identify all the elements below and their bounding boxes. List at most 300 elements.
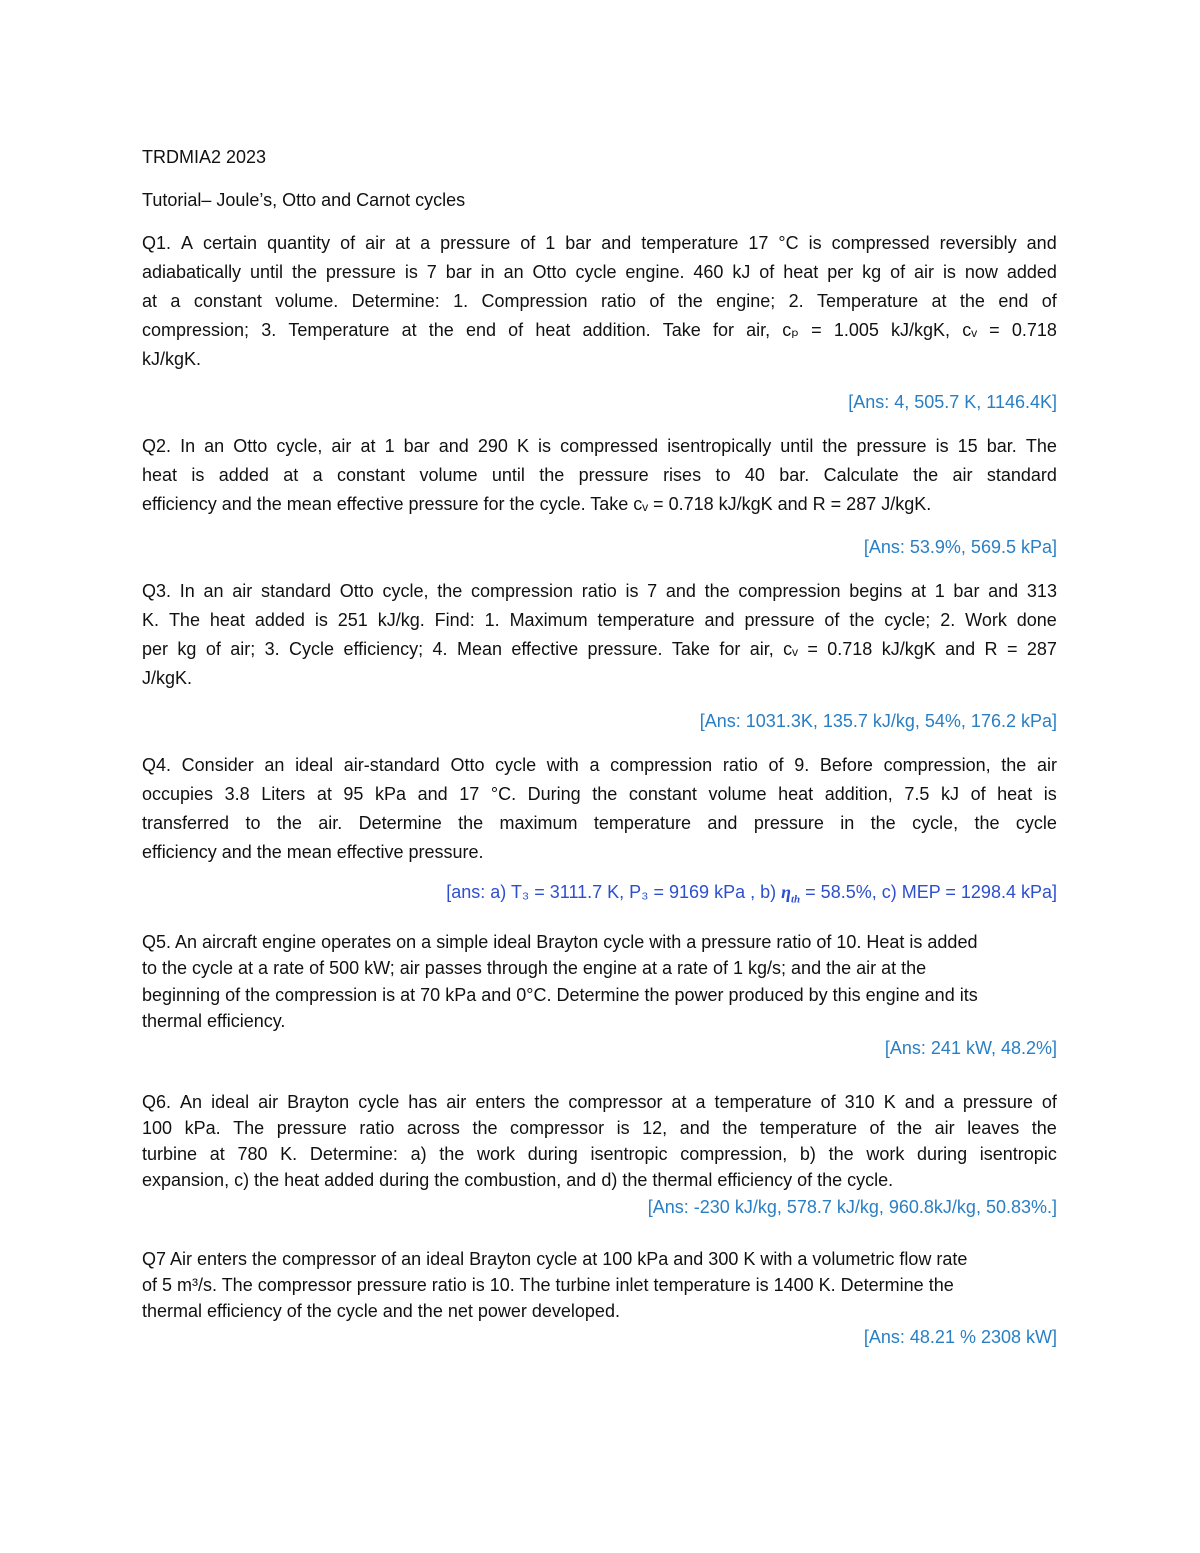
word: constant [337, 465, 406, 485]
word: at [142, 291, 158, 311]
answer-q4 [446, 880, 1057, 912]
question-line: to the cycle at a rate of 500 kW; air passes through the engine at a rate of 1 kg/s; and the air at the [142, 958, 927, 978]
word: volume [419, 465, 478, 485]
question-line [142, 1116, 1057, 1140]
question-line [142, 579, 1057, 603]
word: Otto [233, 436, 268, 456]
word: 313 [1026, 581, 1057, 601]
question-line [142, 608, 1057, 632]
word: ideal [295, 755, 334, 775]
word: air [258, 1092, 279, 1112]
word: ratio [600, 291, 636, 311]
answer-q4-part-b: = 58.5%, c) MEP = 1298.4 kPa] [800, 882, 1057, 902]
word: the [437, 581, 463, 601]
word: bar [953, 581, 980, 601]
word: compressed [831, 233, 930, 253]
word: end [998, 291, 1029, 311]
word: 1 [545, 233, 556, 253]
word: maximum [499, 813, 578, 833]
word: volume. [275, 291, 339, 311]
word: Determine: [309, 1144, 398, 1164]
word: kJ [940, 784, 959, 804]
question-line: Q5. An aircraft engine operates on a simple ideal Brayton cycle with a pressure ratio of 10. Heat is added [142, 932, 978, 952]
word: engine; [716, 291, 776, 311]
word: the [974, 813, 1000, 833]
word: added [254, 610, 305, 630]
word: cₚ [782, 320, 799, 340]
question-line [142, 289, 1057, 313]
word: of [820, 1092, 836, 1112]
question-line [142, 637, 1057, 661]
word: heat [209, 610, 245, 630]
word: Calculate [823, 465, 899, 485]
word: compressor [510, 1118, 605, 1138]
word: cᵥ [962, 320, 978, 340]
word: until [780, 436, 814, 456]
word: 1 [384, 436, 395, 456]
word: pressure [440, 233, 511, 253]
word: 40 [744, 465, 765, 485]
word: efficiency; [343, 639, 424, 659]
word: 7.5 [904, 784, 930, 804]
tutorial-title: Tutorial– Joule’s, Otto and Carnot cycles [142, 190, 466, 210]
word: Q2. [142, 436, 172, 456]
word: 4. [432, 639, 448, 659]
word: and [438, 436, 469, 456]
word: done [1016, 610, 1057, 630]
word: compression, [883, 755, 991, 775]
word: the [592, 784, 618, 804]
word: is [808, 233, 822, 253]
word: compression [738, 581, 841, 601]
word: is [538, 436, 552, 456]
word: Q4. [142, 755, 172, 775]
word: volume [708, 784, 767, 804]
question-line: beginning of the compression is at 70 kPa and 0°C. Determine the power produced by this engine and its [142, 985, 978, 1005]
word: Determine [358, 813, 442, 833]
word: of [649, 291, 665, 311]
word: pressure [325, 262, 396, 282]
word: 460 [693, 262, 724, 282]
word: cycle, [276, 436, 323, 456]
word: Compression [481, 291, 588, 311]
question-line [142, 463, 1057, 487]
word: and [707, 813, 738, 833]
word: transferred [142, 813, 230, 833]
question-line: thermal efficiency of the cycle and the net power developed. [142, 1301, 620, 1321]
word: until [491, 465, 525, 485]
word: K [883, 1092, 896, 1112]
word: 15 [957, 436, 978, 456]
word: work [477, 1144, 516, 1164]
word: 95 [343, 784, 364, 804]
word: °C. [490, 784, 517, 804]
word: Liters [261, 784, 306, 804]
word: 3. [261, 320, 277, 340]
word: cycle; [884, 610, 931, 630]
word: of [768, 755, 784, 775]
word: K. [142, 610, 160, 630]
word: K. [280, 1144, 298, 1164]
word: the [822, 436, 848, 456]
word: pressure [856, 436, 927, 456]
word: cycle [1015, 813, 1057, 833]
word: Take [671, 639, 710, 659]
word: in [480, 262, 495, 282]
word: pressure [962, 1092, 1033, 1112]
word: of [759, 262, 775, 282]
word: compression [470, 581, 573, 601]
word: of [340, 233, 356, 253]
word: the [677, 291, 703, 311]
word: 310 [844, 1092, 875, 1112]
word: the [1031, 1118, 1057, 1138]
question-line [142, 753, 1057, 777]
word: 0.718 [1011, 320, 1057, 340]
word: the [722, 1118, 748, 1138]
word: temperature [593, 813, 691, 833]
word: is [625, 581, 639, 601]
eta-symbol: η [781, 882, 791, 902]
word: Determine: [351, 291, 440, 311]
word: addition, [824, 784, 893, 804]
word: = [811, 320, 822, 340]
word: constant [193, 291, 262, 311]
word: at [910, 581, 926, 601]
word: at [671, 1092, 687, 1112]
word: of [1041, 291, 1057, 311]
word: a [420, 233, 431, 253]
word: an [203, 581, 224, 601]
word: the [897, 1118, 923, 1138]
question-line: thermal efficiency. [142, 1011, 286, 1031]
word: In [179, 581, 195, 601]
word: heat [142, 465, 178, 485]
word: of [824, 610, 840, 630]
word: kJ [732, 262, 751, 282]
word: pressure. [587, 639, 663, 659]
word: Work [965, 610, 1007, 630]
question-line [142, 231, 1057, 255]
word: to [715, 465, 731, 485]
word: kPa [375, 784, 407, 804]
word: isentropic [590, 1144, 668, 1164]
word: begins [849, 581, 903, 601]
word: for [712, 320, 734, 340]
word: heat [535, 320, 571, 340]
word: 290 [477, 436, 508, 456]
word: kJ/kg. [377, 610, 425, 630]
word: kPa. [184, 1118, 221, 1138]
word: compression [610, 755, 713, 775]
word: Take [662, 320, 701, 340]
word: air [232, 581, 253, 601]
word: Otto [339, 581, 374, 601]
word: temperature [641, 233, 739, 253]
answer-q2: [Ans: 53.9%, 569.5 kPa] [863, 537, 1057, 557]
word: air-standard [343, 755, 440, 775]
word: kJ/kgK, [891, 320, 951, 340]
word: the [458, 813, 484, 833]
word: to [245, 813, 261, 833]
word: is [191, 465, 205, 485]
word: is [942, 262, 956, 282]
word: 7 [426, 262, 437, 282]
word: rises [663, 465, 702, 485]
word: air [365, 233, 386, 253]
word: added [1006, 262, 1057, 282]
word: at [931, 291, 947, 311]
word: air. [318, 813, 343, 833]
word: kg [862, 262, 882, 282]
word: the [959, 291, 985, 311]
word: and [904, 1092, 935, 1112]
word: During [527, 784, 581, 804]
word: kg [177, 639, 197, 659]
word: at [395, 233, 411, 253]
word: pressure [276, 1118, 347, 1138]
word: in [840, 813, 855, 833]
word: Find: [434, 610, 475, 630]
word: The [168, 610, 200, 630]
word: and [988, 581, 1019, 601]
question-line: J/kgK. [142, 668, 193, 688]
word: 12, [642, 1118, 668, 1138]
word: with [546, 755, 579, 775]
word: the [704, 581, 730, 601]
word: and [665, 581, 696, 601]
word: air [446, 1092, 467, 1112]
word: is [616, 1118, 630, 1138]
word: a [943, 1092, 954, 1112]
word: bar. [779, 465, 810, 485]
word: the [439, 1144, 465, 1164]
word: cycle [575, 262, 617, 282]
word: and [704, 610, 735, 630]
word: b) [799, 1144, 816, 1164]
word: 17 [459, 784, 480, 804]
word: 2. [788, 291, 804, 311]
word: of [890, 262, 906, 282]
word: temperature [759, 1118, 857, 1138]
word: effective [511, 639, 579, 659]
word: end [465, 320, 496, 340]
question-line [142, 811, 1057, 835]
word: air, [749, 639, 774, 659]
word: A [181, 233, 194, 253]
word: 1.005 [833, 320, 879, 340]
word: R [984, 639, 998, 659]
word: cycle [358, 1092, 400, 1112]
word: the [849, 610, 875, 630]
word: The [233, 1118, 265, 1138]
word: of [508, 320, 524, 340]
word: air [952, 465, 973, 485]
word: until [249, 262, 284, 282]
word: enters [475, 1092, 526, 1112]
word: the [534, 1092, 560, 1112]
word: an [264, 755, 285, 775]
word: at [209, 1144, 225, 1164]
word: at [401, 320, 417, 340]
word: pressure [578, 465, 649, 485]
word: added [218, 465, 269, 485]
word: Before [819, 755, 873, 775]
answer-q6: [Ans: -230 kJ/kg, 578.7 kJ/kg, 960.8kJ/kg, 50.83%.] [647, 1197, 1057, 1217]
word: 1. [484, 610, 500, 630]
word: pressure [744, 610, 815, 630]
word: per [827, 262, 854, 282]
word: an [503, 262, 524, 282]
word: temperature [597, 610, 695, 630]
word: a [170, 291, 181, 311]
word: air, [746, 320, 771, 340]
word: = [1006, 639, 1018, 659]
question-line: efficiency and the mean effective pressure for the cycle. Take cᵥ = 0.718 kJ/kgK and R = 287 J/kgK. [142, 494, 932, 514]
word: 1 [934, 581, 945, 601]
question-line [142, 1142, 1057, 1166]
word: compression, [680, 1144, 788, 1164]
word: Q6. [142, 1092, 172, 1112]
word: kJ/kgK [881, 639, 936, 659]
word: = [807, 639, 818, 659]
word: the [291, 262, 317, 282]
word: air [1036, 755, 1057, 775]
word: air; [230, 639, 256, 659]
word: bar [565, 233, 592, 253]
word: Q3. [142, 581, 172, 601]
word: compressor [568, 1092, 663, 1112]
word: of [205, 639, 221, 659]
question-line [142, 434, 1057, 458]
word: cycle [495, 755, 537, 775]
word: cycle, [912, 813, 959, 833]
word: Q1. [142, 233, 172, 253]
word: is [1043, 784, 1057, 804]
word: Otto [532, 262, 567, 282]
word: cycle, [382, 581, 429, 601]
word: bar [445, 262, 472, 282]
word: of [520, 233, 536, 253]
word: 3.8 [224, 784, 250, 804]
answer-q7: [Ans: 48.21 % 2308 kW] [863, 1327, 1057, 1347]
word: = [989, 320, 1000, 340]
word: the [1001, 755, 1027, 775]
word: a) [410, 1144, 427, 1164]
word: ratio [581, 581, 617, 601]
word: and [679, 1118, 710, 1138]
word: leaves [967, 1118, 1020, 1138]
eta-subscript: th [790, 893, 801, 906]
word: and [601, 233, 632, 253]
word: certain [203, 233, 258, 253]
word: the [828, 1144, 854, 1164]
word: standard [260, 581, 332, 601]
word: at [316, 784, 332, 804]
word: cᵥ [783, 639, 798, 659]
word: ideal [211, 1092, 250, 1112]
word: compression; [142, 320, 250, 340]
word: is [935, 436, 949, 456]
word: An [180, 1092, 203, 1112]
word: during [917, 1144, 968, 1164]
question-line: kJ/kgK. [142, 349, 202, 369]
word: the [276, 813, 302, 833]
word: constant [628, 784, 697, 804]
word: turbine [142, 1144, 198, 1164]
word: K [516, 436, 529, 456]
word: 7 [647, 581, 658, 601]
word: work [866, 1144, 905, 1164]
word: temperature [714, 1092, 812, 1112]
word: across [406, 1118, 460, 1138]
word: the [472, 1118, 498, 1138]
word: heat [997, 784, 1033, 804]
word: Cycle [289, 639, 335, 659]
word: is [404, 262, 418, 282]
word: air [934, 1118, 955, 1138]
word: isentropically [667, 436, 772, 456]
answer-q4-part-a: [ans: a) T₃ = 3111.7 K, P₃ = 9169 kPa , b) [446, 882, 782, 902]
word: isentropic [979, 1144, 1057, 1164]
word: bar [403, 436, 430, 456]
question-line: expansion, c) the heat added during the combustion, and d) the thermal efficiency of the cycle. [142, 1170, 894, 1190]
word: The [1025, 436, 1057, 456]
course-code: TRDMIA2 2023 [142, 147, 267, 167]
word: In [180, 436, 196, 456]
word: 780 [237, 1144, 268, 1164]
answer-q3: [Ans: 1031.3K, 135.7 kJ/kg, 54%, 176.2 kPa] [699, 711, 1057, 731]
word: per [142, 639, 169, 659]
word: heat [778, 784, 814, 804]
word: Otto [450, 755, 485, 775]
word: is [314, 610, 328, 630]
word: 251 [337, 610, 368, 630]
word: Maximum [509, 610, 588, 630]
answer-q1: [Ans: 4, 505.7 K, 1146.4K] [848, 392, 1057, 412]
word: during [527, 1144, 578, 1164]
question-line: of 5 m³/s. The compressor pressure ratio is 10. The turbine inlet temperature is 1400 K. Determine the [142, 1275, 954, 1295]
word: 9. [794, 755, 810, 775]
word: 3. [264, 639, 280, 659]
word: an [204, 436, 225, 456]
word: Consider [181, 755, 254, 775]
word: 287 [1026, 639, 1057, 659]
word: ratio [359, 1118, 395, 1138]
question-line [142, 1090, 1057, 1114]
word: the [913, 465, 939, 485]
word: Mean [456, 639, 502, 659]
word: °C [778, 233, 799, 253]
word: occupies [142, 784, 214, 804]
word: adiabatically [142, 262, 242, 282]
question-line [142, 782, 1057, 806]
word: air [914, 262, 935, 282]
word: engine. [625, 262, 685, 282]
question-line [142, 260, 1057, 284]
word: pressure [753, 813, 824, 833]
word: the [428, 320, 454, 340]
word: and [1026, 233, 1057, 253]
word: 0.718 [827, 639, 873, 659]
word: and [945, 639, 976, 659]
word: at [283, 465, 299, 485]
word: the [539, 465, 565, 485]
word: 1. [453, 291, 469, 311]
word: compressed [560, 436, 659, 456]
word: has [408, 1092, 438, 1112]
word: 2. [940, 610, 956, 630]
